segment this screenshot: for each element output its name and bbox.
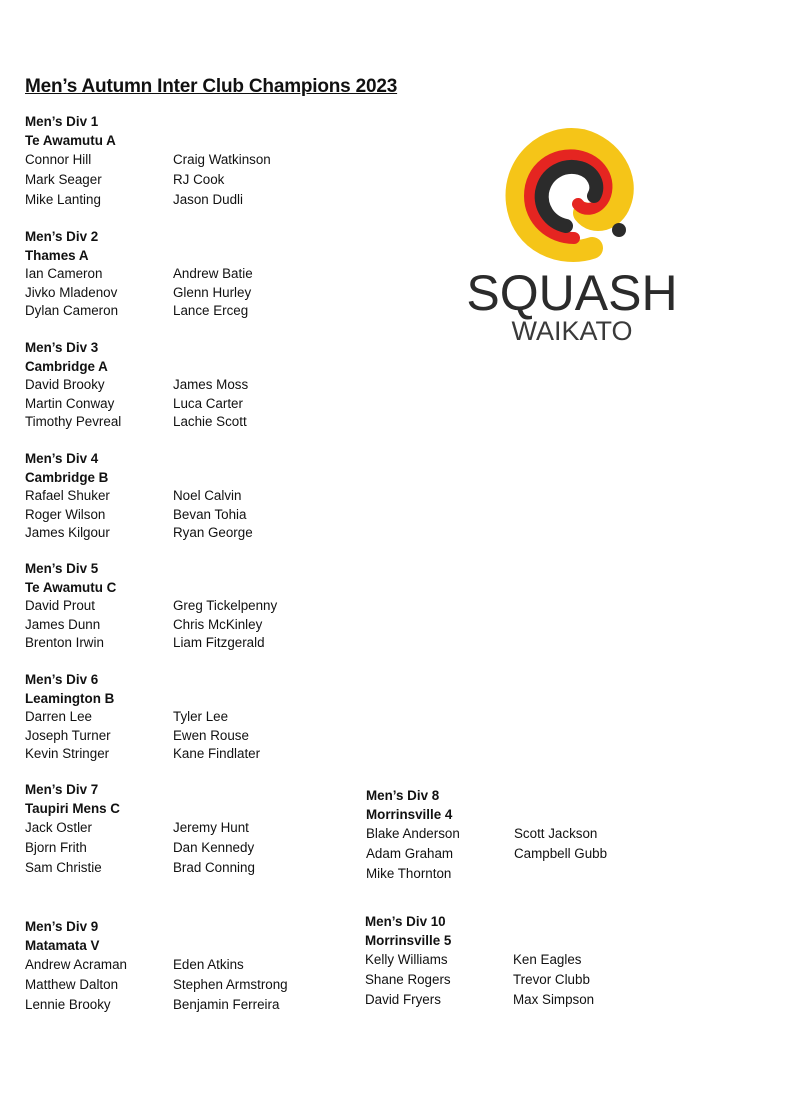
- player-name: David Fryers: [365, 992, 441, 1007]
- team-name: Cambridge A: [25, 358, 108, 374]
- player-name: Connor Hill: [25, 152, 92, 167]
- player-name: James Dunn: [25, 616, 101, 632]
- player-name: James Moss: [173, 377, 249, 392]
- team-name: Morrinsville 5: [365, 932, 452, 948]
- players-grid: [25, 818, 333, 878]
- player-name: Eden Atkins: [173, 957, 244, 972]
- division-block: [25, 113, 333, 210]
- players-grid: [25, 708, 333, 764]
- division-block: [366, 787, 674, 884]
- division-name: Men’s Div 2: [25, 229, 99, 244]
- player-name: Kane Findlater: [173, 746, 261, 761]
- player-name: Ian Cameron: [25, 266, 103, 281]
- player-name: Martin Conway: [25, 395, 115, 411]
- division-block: [25, 228, 333, 321]
- player-name: James Kilgour: [25, 525, 110, 540]
- division-name: Men’s Div 5: [25, 561, 99, 576]
- players-grid: [25, 955, 333, 1015]
- division-name: Men’s Div 4: [25, 451, 99, 466]
- players-grid: [365, 950, 673, 1010]
- player-name: Mike Thornton: [366, 866, 452, 881]
- division-block: [25, 560, 333, 653]
- player-name: Max Simpson: [513, 992, 595, 1007]
- player-name: Brenton Irwin: [25, 635, 104, 650]
- player-name: Tyler Lee: [173, 709, 229, 724]
- player-name: David Prout: [25, 598, 95, 613]
- player-name: Ken Eagles: [513, 952, 582, 967]
- player-name: Jason Dudli: [173, 192, 243, 207]
- division-name: Men’s Div 10: [365, 914, 446, 929]
- player-name: Kevin Stringer: [25, 746, 110, 761]
- player-name: Mike Lanting: [25, 192, 101, 207]
- player-name: Andrew Batie: [173, 266, 253, 281]
- team-name: Cambridge B: [25, 469, 109, 485]
- player-name: Luca Carter: [173, 395, 243, 411]
- player-name: Brad Conning: [173, 860, 255, 875]
- player-name: Campbell Gubb: [514, 846, 608, 861]
- division-block: [25, 671, 333, 764]
- player-name: Trevor Clubb: [513, 972, 590, 987]
- logo-region-text: WAIKATO: [511, 316, 633, 346]
- players-grid: [366, 824, 674, 884]
- players-grid: [25, 265, 333, 321]
- player-name: Adam Graham: [366, 846, 454, 861]
- player-name: Lachie Scott: [173, 414, 247, 429]
- player-name: Ewen Rouse: [173, 727, 249, 743]
- player-name: Stephen Armstrong: [173, 977, 288, 992]
- player-name: Sam Christie: [25, 860, 102, 875]
- team-name: Te Awamutu C: [25, 579, 117, 595]
- player-name: Kelly Williams: [365, 952, 448, 967]
- logo-brand-text: SQUASH: [466, 265, 678, 321]
- player-name: Jeremy Hunt: [173, 820, 249, 835]
- player-name: Jivko Mladenov: [25, 284, 118, 300]
- team-name: Thames A: [25, 247, 89, 263]
- players-grid: [25, 487, 333, 543]
- player-name: RJ Cook: [173, 172, 225, 187]
- division-name: Men’s Div 9: [25, 919, 99, 934]
- player-name: Timothy Pevreal: [25, 414, 122, 429]
- player-name: Dan Kennedy: [173, 840, 255, 855]
- player-name: Blake Anderson: [366, 826, 460, 841]
- team-name: Taupiri Mens C: [25, 800, 120, 816]
- player-name: Bjorn Frith: [25, 840, 87, 855]
- team-name: Morrinsville 4: [366, 806, 453, 822]
- player-name: Ryan George: [173, 525, 253, 540]
- player-name: Glenn Hurley: [173, 284, 252, 300]
- player-name: Lennie Brooky: [25, 997, 111, 1012]
- division-block: [365, 913, 673, 1010]
- player-name: Noel Calvin: [173, 488, 242, 503]
- division-name: Men’s Div 1: [25, 114, 99, 129]
- division-block: [25, 339, 333, 432]
- player-name: Lance Erceg: [173, 303, 249, 318]
- team-name: Te Awamutu A: [25, 132, 116, 148]
- player-name: Craig Watkinson: [173, 152, 271, 167]
- player-name: Bevan Tohia: [173, 506, 247, 522]
- player-name: Jack Ostler: [25, 820, 92, 835]
- player-name: Matthew Dalton: [25, 977, 119, 992]
- player-name: Greg Tickelpenny: [173, 598, 278, 613]
- team-name: Matamata V: [25, 937, 100, 953]
- division-name: Men’s Div 7: [25, 782, 99, 797]
- squash-waikato-logo: [462, 108, 682, 348]
- players-grid: [25, 376, 333, 432]
- page-title: Men’s Autumn Inter Club Champions 2023: [25, 76, 398, 97]
- player-name: [514, 864, 674, 884]
- player-name: Dylan Cameron: [25, 303, 119, 318]
- division-block: [25, 450, 333, 543]
- player-name: Roger Wilson: [25, 506, 106, 522]
- player-name: Darren Lee: [25, 709, 92, 724]
- player-name: Liam Fitzgerald: [173, 635, 265, 650]
- division-name: Men’s Div 3: [25, 340, 99, 355]
- player-name: Benjamin Ferreira: [173, 997, 280, 1012]
- player-name: Andrew Acraman: [25, 957, 127, 972]
- division-name: Men’s Div 8: [366, 788, 440, 803]
- logo-swirl-icon: [462, 108, 682, 348]
- player-name: Joseph Turner: [25, 727, 111, 743]
- division-name: Men’s Div 6: [25, 672, 99, 687]
- player-name: Chris McKinley: [173, 616, 263, 632]
- player-name: Scott Jackson: [514, 826, 598, 841]
- player-name: Rafael Shuker: [25, 488, 110, 503]
- player-name: Shane Rogers: [365, 972, 451, 987]
- player-name: David Brooky: [25, 377, 105, 392]
- players-grid: [25, 597, 333, 653]
- players-grid: [25, 150, 333, 210]
- team-name: Leamington B: [25, 690, 115, 706]
- division-block: [25, 781, 333, 878]
- player-name: Mark Seager: [25, 172, 102, 187]
- division-block: [25, 918, 333, 1015]
